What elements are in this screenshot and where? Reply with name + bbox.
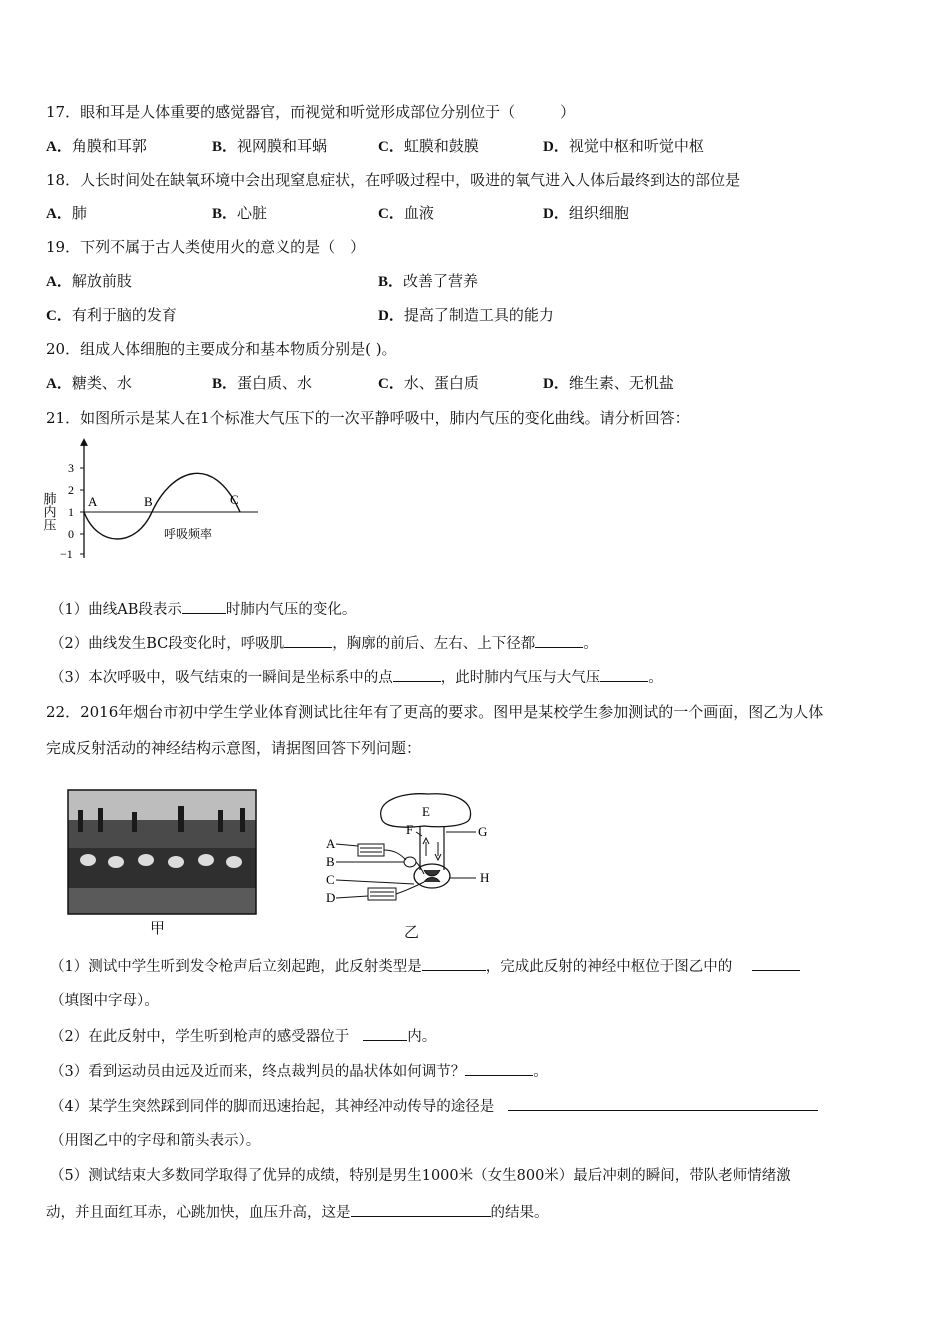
svg-text:H: H — [480, 870, 490, 885]
q20-option-a: A．糖类、水 — [46, 374, 132, 392]
q22-sub4-cont: （用图乙中的字母和箭头表示）。 — [50, 1133, 261, 1149]
q22-sub5: （5）测试结束大多数同学取得了优异的成绩，特别是男生1000米（女生800米）最后冲刺的瞬间，带队老师情绪激 — [50, 1168, 791, 1184]
y-tick: 3 — [68, 461, 74, 475]
figure-jia-photo — [68, 790, 256, 914]
q22-sub3: （3）看到运动员由远及近而来，终点裁判员的晶状体如何调节？ 。 — [50, 1061, 548, 1082]
q20-option-b: B．蛋白质、水 — [212, 374, 313, 392]
svg-text:B: B — [326, 854, 335, 869]
question-22-stem-line1: 22．2016年烟台市初中学生学业体育测试比往年有了更高的要求。图甲是某校学生参加测试的一个画面，图乙为人体 — [46, 703, 824, 721]
svg-text:E: E — [422, 804, 430, 819]
q18-option-c: C．血液 — [378, 204, 434, 222]
question-22-stem-line2: 完成反射活动的神经结构示意图，请据图回答下列问题： — [46, 739, 422, 757]
svg-text:C: C — [326, 872, 335, 887]
q17-option-c: C．虹膜和鼓膜 — [378, 137, 479, 155]
q18-option-b: B．心脏 — [212, 204, 268, 222]
question-18-stem: 18．人长时间处在缺氧环境中会出现窒息症状，在呼吸过程中，吸进的氧气进入人体后最终到达的部位是 — [46, 171, 741, 189]
lung-pressure-graph — [41, 436, 276, 566]
q22-sub5-cont: 动，并且面红耳赤，心跳加快，血压升高，这是 的结果。 — [46, 1202, 549, 1223]
point-b-label: B — [144, 494, 153, 509]
q20-option-d: D．维生素、无机盐 — [543, 374, 674, 392]
svg-text:F: F — [406, 822, 414, 837]
point-c-label: C — [230, 492, 239, 507]
q19-option-d: D．提高了制造工具的能力 — [378, 306, 554, 324]
y-axis-label: 肺内压 — [41, 492, 57, 531]
q22-sub1-cont: （填图中字母）。 — [50, 993, 159, 1009]
figure-yi-caption: 乙 — [404, 923, 420, 941]
q19-option-a: A．解放前肢 — [46, 272, 132, 290]
q22-sub1: （1）测试中学生听到发令枪声后立刻起跑，此反射类型是 ，完成此反射的神经中枢位于图乙中的 — [50, 956, 800, 977]
y-tick: 0 — [68, 527, 74, 541]
svg-text:D: D — [326, 890, 336, 905]
figure-yi-reflex-diagram — [324, 790, 504, 922]
q18-option-d: D．组织细胞 — [543, 204, 629, 222]
question-20-stem: 20．组成人体细胞的主要成分和基本物质分别是( )。 — [46, 340, 397, 358]
q19-option-c: C．有利于脑的发育 — [46, 306, 177, 324]
q17-option-d: D．视觉中枢和听觉中枢 — [543, 137, 704, 155]
y-tick: 2 — [68, 483, 74, 497]
q17-option-b: B．视网膜和耳蜗 — [212, 137, 328, 155]
q19-option-b: B．改善了营养 — [378, 272, 479, 290]
y-tick: 1 — [68, 505, 74, 519]
q21-sub1: （1）曲线AB段表示 时肺内气压的变化。 — [50, 599, 356, 620]
question-21-stem: 21．如图所示是某人在1个标准大气压下的一次平静呼吸中，肺内气压的变化曲线。请分析回答： — [46, 409, 690, 427]
q21-sub2: （2）曲线发生BC段变化时，呼吸肌 ，胸廓的前后、左右、上下径都 。 — [50, 633, 598, 654]
svg-text:G: G — [478, 824, 488, 839]
figure-jia-caption: 甲 — [150, 919, 166, 937]
q22-sub4: （4）某学生突然踩到同伴的脚而迅速抬起，其神经冲动传导的途径是 — [50, 1096, 818, 1117]
q21-sub3: （3）本次呼吸中，吸气结束的一瞬间是坐标系中的点 ，此时肺内气压与大气压 。 — [50, 667, 663, 688]
pressure-curve — [84, 473, 240, 539]
point-a-label: A — [88, 494, 98, 509]
question-17-stem: 17．眼和耳是人体重要的感觉器官，而视觉和听觉形成部位分别位于（ ） — [46, 103, 576, 121]
svg-text:A: A — [326, 836, 336, 851]
q22-sub2: （2）在此反射中，学生听到枪声的感受器位于 内。 — [50, 1026, 436, 1047]
q18-option-a: A．肺 — [46, 204, 87, 222]
x-axis-label: 呼吸频率 — [164, 527, 213, 541]
q17-option-a: A．角膜和耳郭 — [46, 137, 147, 155]
question-19-stem: 19．下列不属于古人类使用火的意义的是（ ） — [46, 238, 366, 256]
q20-option-c: C．水、蛋白质 — [378, 374, 479, 392]
y-tick: −1 — [60, 547, 73, 561]
